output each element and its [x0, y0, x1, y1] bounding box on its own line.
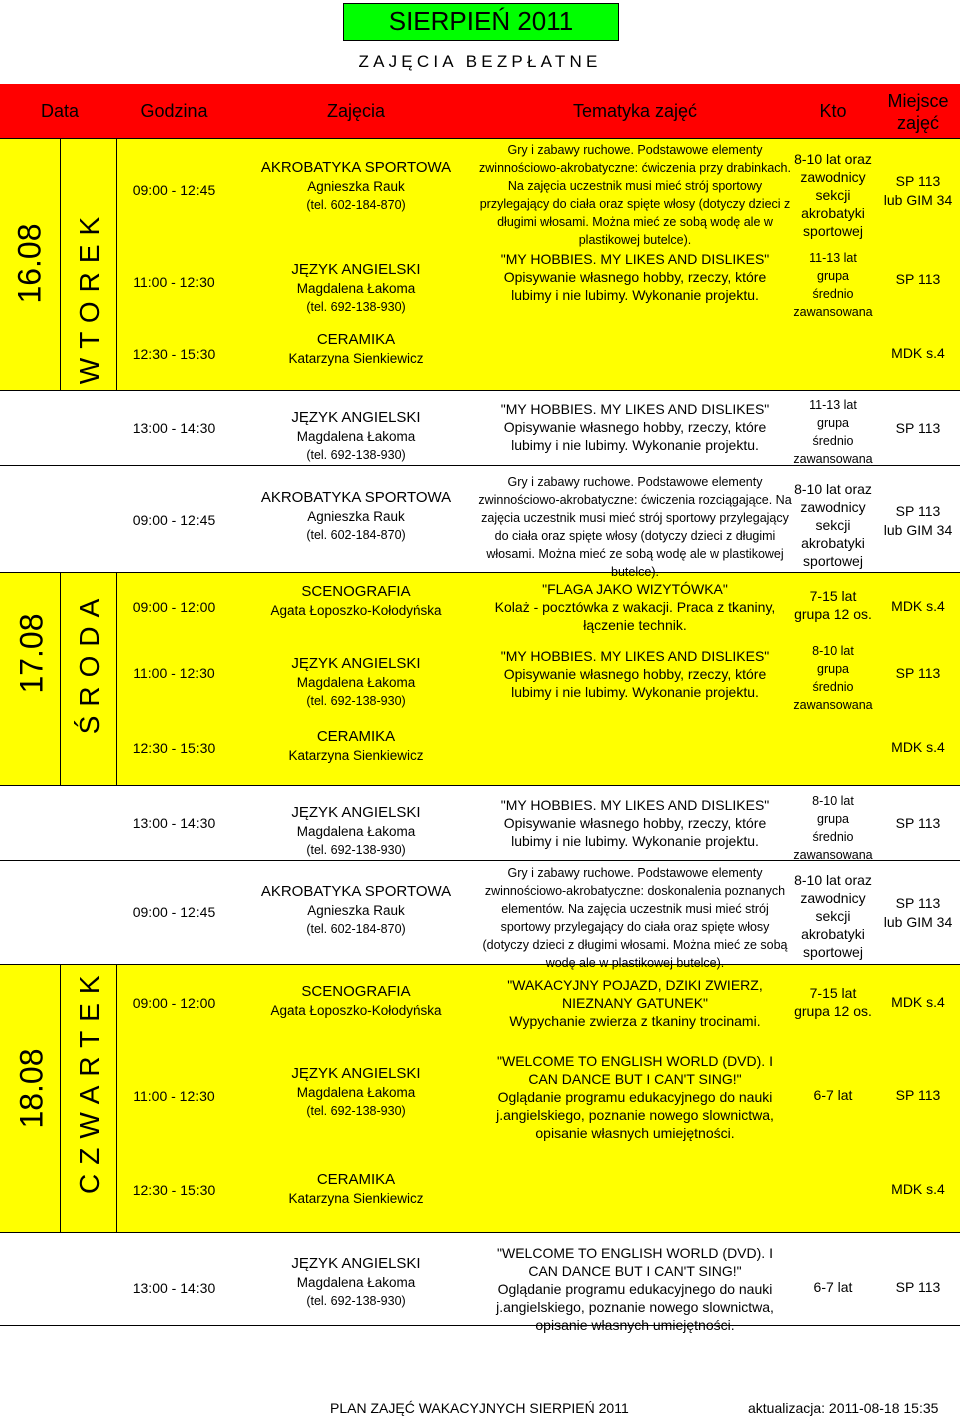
audience-cell — [790, 249, 876, 321]
page-title: SIERPIEŃ 2011 — [388, 6, 574, 36]
place-line: SP 113 — [895, 1279, 941, 1295]
class-cell — [240, 1064, 472, 1121]
row-divider — [0, 1232, 960, 1233]
audience-line: 8-10 lat oraz — [794, 151, 872, 167]
header-place-line2: zajęć — [896, 113, 940, 133]
class-name: CERAMIKA — [316, 331, 396, 348]
place-line: MDK s.4 — [891, 598, 945, 614]
audience-line: 8-10 lat — [812, 794, 854, 808]
topic-line: długimi włosami. Można mieć ze sobą wodę ale w — [497, 215, 773, 229]
class-cell — [240, 803, 472, 860]
topic-line: Oglądanie programu edukacyjnego do nauki — [497, 1089, 773, 1105]
place-cell — [876, 597, 960, 616]
topic-line: "MY HOBBIES. MY LIKES AND DISLIKES" — [500, 797, 770, 813]
place-line: SP 113 — [895, 503, 941, 519]
topic-line: lubimy i nie lubimy. Wykonanie projektu. — [511, 287, 759, 303]
audience-line: grupa — [817, 812, 849, 826]
place-cell — [876, 172, 960, 210]
class-name: JĘZYK ANGIELSKI — [291, 1255, 421, 1272]
topic-line: Gry i zabawy ruchowe. Podstawowe elementy — [507, 475, 763, 489]
place-line: SP 113 — [895, 665, 941, 681]
audience-line: 11-13 lat — [809, 251, 857, 265]
audience-line: grupa 12 os. — [794, 1003, 872, 1019]
audience-line: zawansowana — [793, 698, 873, 712]
footer-title: PLAN ZAJĘĆ WAKACYJNYCH SIERPIEŃ 2011 — [330, 1400, 629, 1416]
audience-line: akrobatyki — [801, 535, 865, 551]
audience-line: akrobatyki — [801, 205, 865, 221]
topic-line: łączenie technik. — [583, 617, 687, 633]
audience-line: zawansowana — [793, 305, 873, 319]
audience-cell — [790, 1278, 876, 1296]
topic-line: Kolaż - pocztówka z wakacji. Praca z tkaniny, — [494, 599, 776, 615]
place-cell — [876, 419, 960, 438]
place-line: SP 113 — [895, 1087, 941, 1103]
audience-cell — [790, 642, 876, 714]
teacher-name: Magdalena Łakoma — [296, 429, 416, 444]
topic-cell — [478, 864, 792, 972]
date-label: 16.08 — [11, 223, 48, 304]
class-name: AKROBATYKA SPORTOWA — [260, 489, 452, 506]
teacher-phone: (tel. 602-184-870) — [306, 528, 406, 542]
topic-line: "MY HOBBIES. MY LIKES AND DISLIKES" — [500, 401, 770, 417]
topic-cell — [478, 400, 792, 454]
class-cell — [240, 1170, 472, 1208]
place-line: MDK s.4 — [891, 739, 945, 755]
audience-line: 7-15 lat — [809, 985, 857, 1001]
topic-line: wodę ale w plastikowej butelce). — [545, 956, 725, 970]
time-slot: 09:00 - 12:45 — [132, 904, 216, 920]
audience-line: 6-7 lat — [813, 1087, 853, 1103]
audience-line: grupa — [817, 416, 849, 430]
class-cell — [240, 727, 472, 765]
class-name: AKROBATYKA SPORTOWA — [260, 159, 452, 176]
audience-line: 8-10 lat oraz — [794, 481, 872, 497]
time-slot: 09:00 - 12:00 — [132, 995, 216, 1011]
header-topic: Tematyka zajęć — [572, 101, 698, 121]
topic-cell — [478, 473, 792, 581]
weekday-label: CZWARTEK — [74, 966, 105, 1194]
class-name: JĘZYK ANGIELSKI — [291, 1065, 421, 1082]
topic-cell — [478, 647, 792, 701]
time-slot: 11:00 - 12:30 — [133, 1088, 215, 1104]
time-slot: 13:00 - 14:30 — [132, 1280, 216, 1296]
place-cell — [876, 814, 960, 833]
topic-cell — [478, 250, 792, 304]
column-divider — [60, 964, 61, 1232]
place-cell — [876, 1278, 960, 1297]
class-cell — [240, 408, 472, 465]
topic-line: do ciała oraz spięte włosy (dotyczy dzieci z długimi — [494, 529, 776, 543]
class-cell — [240, 654, 472, 711]
topic-line: NIEZNANY GATUNEK" — [561, 995, 709, 1011]
topic-line: zajęcia uczestnik musi mieć strój sportowy przylegający — [481, 511, 789, 525]
audience-line: średnio — [812, 287, 854, 301]
teacher-name: Agnieszka Rauk — [307, 509, 405, 524]
date-label: 18.08 — [13, 1048, 50, 1129]
teacher-name: Magdalena Łakoma — [296, 281, 416, 296]
topic-line: Wypychanie zwierza z tkaniny trocinami. — [509, 1013, 761, 1029]
audience-line: zawansowana — [793, 848, 873, 862]
topic-line: (dotyczy dzieci z długimi włosami. Można mieć ze sobą — [482, 938, 788, 952]
class-name: CERAMIKA — [316, 728, 396, 745]
topic-cell — [478, 1244, 792, 1334]
column-divider — [60, 572, 61, 785]
place-line: SP 113 — [895, 815, 941, 831]
place-line: SP 113 — [895, 895, 941, 911]
weekday-label: WTOREK — [74, 207, 105, 385]
time-slot: 09:00 - 12:00 — [132, 599, 216, 615]
topic-line: zwinnościowo-akrobatyczne: ćwiczenia rozciągające. Na — [478, 493, 792, 507]
teacher-name: Agata Łoposzko-Kołodyńska — [270, 1003, 442, 1018]
audience-cell — [790, 984, 876, 1020]
class-cell — [240, 982, 472, 1020]
topic-line: butelce). — [611, 565, 659, 579]
teacher-phone: (tel. 692-138-930) — [306, 300, 406, 314]
footer-update: aktualizacja: 2011-08-18 15:35 — [748, 1400, 939, 1416]
place-line: lub GIM 34 — [883, 522, 953, 538]
topic-line: "WELCOME TO ENGLISH WORLD (DVD). I — [497, 1245, 773, 1261]
audience-line: grupa 12 os. — [794, 606, 872, 622]
audience-cell — [790, 396, 876, 468]
class-name: CERAMIKA — [316, 1171, 396, 1188]
audience-line: sekcji — [815, 908, 851, 924]
class-cell — [240, 882, 472, 939]
topic-cell — [478, 796, 792, 850]
teacher-name: Magdalena Łakoma — [296, 824, 416, 839]
place-line: lub GIM 34 — [883, 914, 953, 930]
place-line: MDK s.4 — [891, 994, 945, 1010]
place-line: SP 113 — [895, 420, 941, 436]
audience-line: zawodnicy — [800, 169, 866, 185]
topic-line: zwinnościowo-akrobatyczne: ćwiczenia przy drabinkach. — [479, 161, 791, 175]
audience-line: akrobatyki — [801, 926, 865, 942]
place-line: MDK s.4 — [891, 345, 945, 361]
time-slot: 12:30 - 15:30 — [132, 740, 216, 756]
audience-line: sportowej — [803, 944, 863, 960]
place-line: MDK s.4 — [891, 1181, 945, 1197]
audience-line: zawansowana — [793, 452, 873, 466]
audience-cell — [790, 480, 876, 570]
teacher-phone: (tel. 692-138-930) — [306, 1104, 406, 1118]
audience-line: zawodnicy — [800, 499, 866, 515]
topic-line: CAN DANCE BUT I CAN'T SING!" — [528, 1071, 742, 1087]
teacher-name: Agata Łoposzko-Kołodyńska — [270, 603, 442, 618]
topic-line: Opisywanie własnego hobby, rzeczy, które — [503, 815, 767, 831]
teacher-name: Magdalena Łakoma — [296, 675, 416, 690]
class-cell — [240, 488, 472, 545]
audience-line: zawodnicy — [800, 890, 866, 906]
page-subtitle: ZAJĘCIA BEZPŁATNE — [358, 52, 602, 71]
header-who: Kto — [819, 101, 847, 121]
place-cell — [876, 270, 960, 289]
topic-line: zwinnościowo-akrobatyczne: doskonalenia poznanych — [484, 884, 786, 898]
topic-line: Opisywanie własnego hobby, rzeczy, które — [503, 419, 767, 435]
row-divider — [0, 390, 960, 391]
topic-line: Opisywanie własnego hobby, rzeczy, które — [503, 269, 767, 285]
audience-line: sportowej — [803, 223, 863, 239]
teacher-phone: (tel. 692-138-930) — [306, 843, 406, 857]
topic-line: j.angielskiego, poznanie nowego slownictwa, — [496, 1299, 774, 1315]
teacher-phone: (tel. 692-138-930) — [306, 448, 406, 462]
audience-cell — [790, 871, 876, 961]
audience-line: 8-10 lat oraz — [794, 872, 872, 888]
teacher-name: Agnieszka Rauk — [307, 179, 405, 194]
audience-line: średnio — [812, 830, 854, 844]
teacher-name: Magdalena Łakoma — [296, 1085, 416, 1100]
audience-cell — [790, 1086, 876, 1104]
class-name: SCENOGRAFIA — [301, 583, 411, 600]
class-name: AKROBATYKA SPORTOWA — [260, 883, 452, 900]
time-slot: 09:00 - 12:45 — [132, 182, 216, 198]
class-name: JĘZYK ANGIELSKI — [291, 261, 421, 278]
audience-line: 7-15 lat — [809, 588, 857, 604]
date-label: 17.08 — [13, 613, 50, 694]
topic-line: "FLAGA JAKO WIZYTÓWKA" — [542, 581, 728, 597]
topic-line: opisanie własnych umiejętności. — [535, 1125, 735, 1141]
header-time: Godzina — [140, 101, 208, 121]
audience-line: sportowej — [803, 553, 863, 569]
audience-line: 11-13 lat — [809, 398, 857, 412]
audience-line: sekcji — [815, 187, 851, 203]
audience-line: sekcji — [815, 517, 851, 533]
place-cell — [876, 993, 960, 1012]
time-slot: 13:00 - 14:30 — [132, 420, 216, 436]
header-date: Data — [40, 101, 80, 121]
place-line: SP 113 — [895, 271, 941, 287]
place-cell — [876, 1086, 960, 1105]
teacher-name: Katarzyna Sienkiewicz — [288, 351, 424, 366]
topic-line: sportowy przylegający do ciała oraz spięte włosy — [500, 920, 770, 934]
audience-cell — [790, 587, 876, 623]
topic-line: Opisywanie własnego hobby, rzeczy, które — [503, 666, 767, 682]
header-place-line1: Miejsce — [887, 91, 949, 111]
teacher-name: Katarzyna Sienkiewicz — [288, 1191, 424, 1206]
place-cell — [876, 738, 960, 757]
class-name: JĘZYK ANGIELSKI — [291, 804, 421, 821]
time-slot: 11:00 - 12:30 — [133, 274, 215, 290]
header-place — [876, 90, 960, 134]
audience-cell — [790, 150, 876, 240]
class-name: JĘZYK ANGIELSKI — [291, 409, 421, 426]
class-cell — [240, 260, 472, 317]
topic-cell — [478, 976, 792, 1030]
place-cell — [876, 1180, 960, 1199]
topic-line: przylegający do ciała oraz spięte włosy (dotyczy dzieci z — [479, 197, 791, 211]
teacher-name: Magdalena Łakoma — [296, 1275, 416, 1290]
topic-cell — [478, 580, 792, 634]
place-cell — [876, 502, 960, 540]
topic-line: lubimy i nie lubimy. Wykonanie projektu. — [511, 833, 759, 849]
topic-line: "WAKACYJNY POJAZD, DZIKI ZWIERZ, — [507, 977, 763, 993]
time-slot: 13:00 - 14:30 — [132, 815, 216, 831]
time-slot: 09:00 - 12:45 — [132, 512, 216, 528]
topic-line: Na zajęcia uczestnik musi mieć strój sportowy — [507, 179, 763, 193]
topic-line: opisanie własnych umiejętności. — [535, 1317, 735, 1333]
audience-line: grupa — [817, 269, 849, 283]
time-slot: 12:30 - 15:30 — [132, 346, 216, 362]
topic-line: włosami. Można mieć ze sobą wodę ale w plastikowej — [486, 547, 784, 561]
topic-line: "WELCOME TO ENGLISH WORLD (DVD). I — [497, 1053, 773, 1069]
class-cell — [240, 582, 472, 620]
teacher-phone: (tel. 692-138-930) — [306, 1294, 406, 1308]
place-cell — [876, 894, 960, 932]
teacher-phone: (tel. 692-138-930) — [306, 694, 406, 708]
topic-line: Gry i zabawy ruchowe. Podstawowe elementy — [507, 143, 763, 157]
column-divider — [60, 138, 61, 390]
audience-line: średnio — [812, 434, 854, 448]
row-divider — [0, 785, 960, 786]
topic-line: lubimy i nie lubimy. Wykonanie projektu. — [511, 684, 759, 700]
teacher-phone: (tel. 602-184-870) — [306, 922, 406, 936]
topic-line: elementów. Na zajęcia uczestnik musi mieć strój — [501, 902, 769, 916]
audience-line: grupa — [817, 662, 849, 676]
topic-line: Gry i zabawy ruchowe. Podstawowe elementy — [507, 866, 763, 880]
audience-line: 6-7 lat — [813, 1279, 853, 1295]
topic-line: plastikowej butelce). — [578, 233, 692, 247]
topic-line: "MY HOBBIES. MY LIKES AND DISLIKES" — [500, 251, 770, 267]
time-slot: 12:30 - 15:30 — [132, 1182, 216, 1198]
audience-line: 8-10 lat — [812, 644, 854, 658]
teacher-name: Katarzyna Sienkiewicz — [288, 748, 424, 763]
row-divider — [0, 138, 960, 139]
time-slot: 11:00 - 12:30 — [133, 665, 215, 681]
topic-cell — [478, 141, 792, 249]
class-cell — [240, 158, 472, 215]
teacher-phone: (tel. 602-184-870) — [306, 198, 406, 212]
class-cell — [240, 1254, 472, 1311]
teacher-name: Agnieszka Rauk — [307, 903, 405, 918]
place-cell — [876, 344, 960, 363]
place-line: SP 113 — [895, 173, 941, 189]
place-line: lub GIM 34 — [883, 192, 953, 208]
class-name: SCENOGRAFIA — [301, 983, 411, 1000]
topic-line: j.angielskiego, poznanie nowego slownictwa, — [496, 1107, 774, 1123]
topic-line: lubimy i nie lubimy. Wykonanie projektu. — [511, 437, 759, 453]
audience-line: średnio — [812, 680, 854, 694]
topic-line: CAN DANCE BUT I CAN'T SING!" — [528, 1263, 742, 1279]
header-class: Zajęcia — [326, 101, 386, 121]
topic-line: "MY HOBBIES. MY LIKES AND DISLIKES" — [500, 648, 770, 664]
class-name: JĘZYK ANGIELSKI — [291, 655, 421, 672]
topic-line: Oglądanie programu edukacyjnego do nauki — [497, 1281, 773, 1297]
class-cell — [240, 330, 472, 368]
place-cell — [876, 664, 960, 683]
audience-cell — [790, 792, 876, 864]
weekday-label: ŚRODA — [74, 589, 105, 735]
topic-cell — [478, 1052, 792, 1142]
